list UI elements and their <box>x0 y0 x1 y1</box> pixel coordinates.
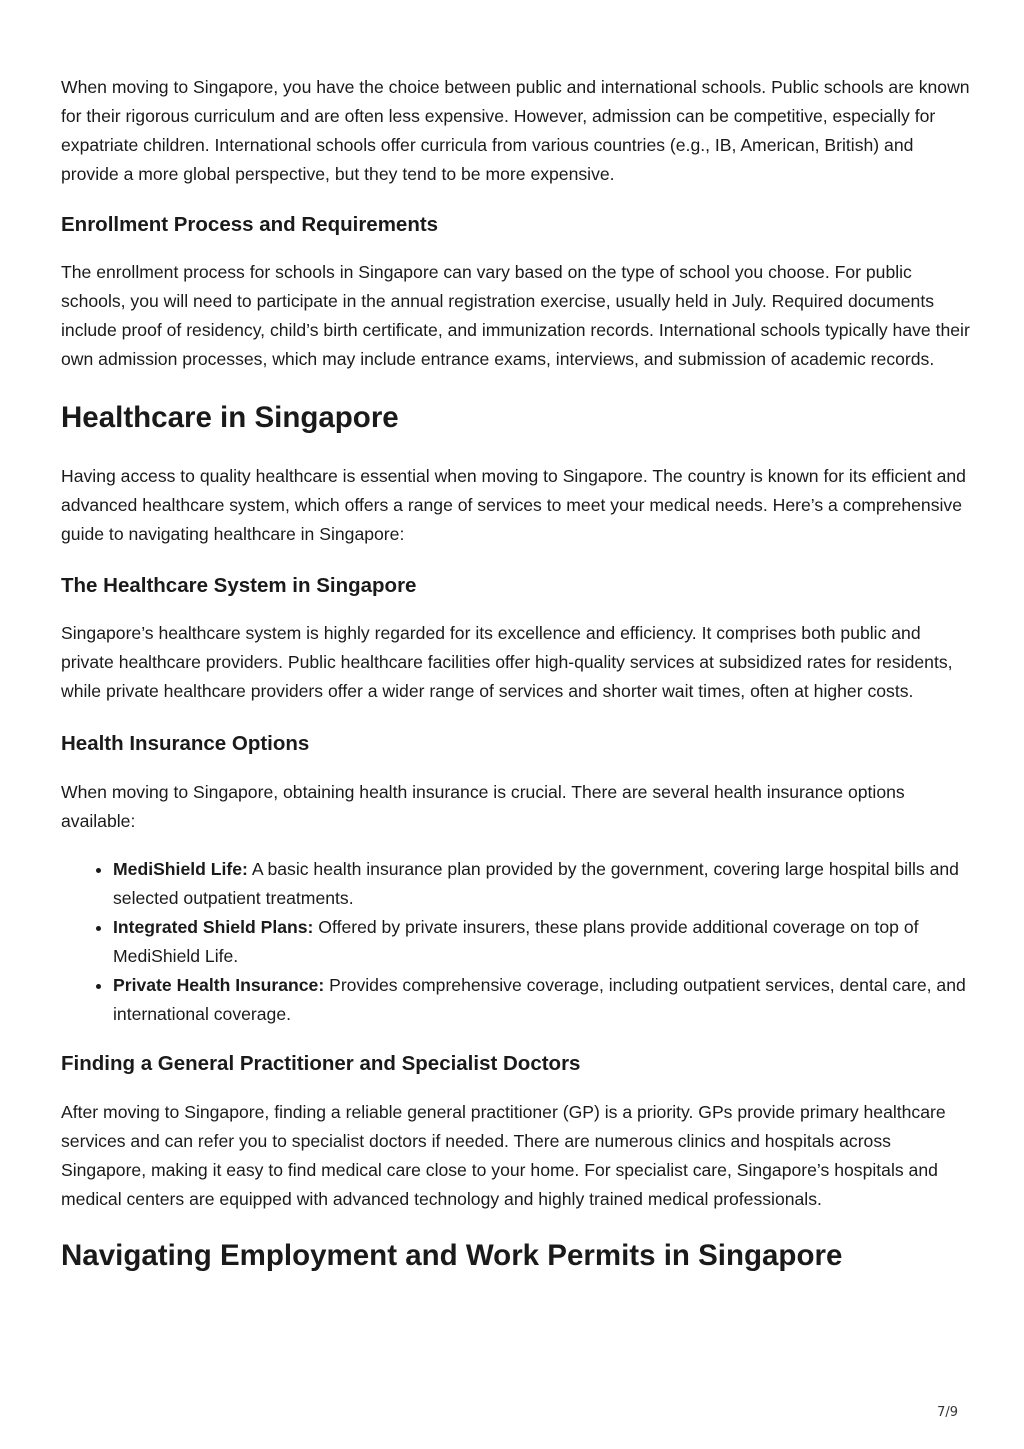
gp-heading: Finding a General Practitioner and Specialist Doctors <box>61 1052 581 1075</box>
list-item <box>113 913 971 971</box>
enrollment-paragraph: The enrollment process for schools in Singapore can vary based on the type of school you choose. For public schools, you will need to participate in the annual registration exercise, usually held in July. Required documents include proof of residency, child’s birth certificate, and immunization records. International schools typically have their own admission processes, which may include entrance exams, interviews, and submission of academic records. <box>61 262 970 369</box>
list-item <box>113 971 971 1029</box>
list-item-term: Integrated Shield Plans: <box>113 917 314 937</box>
employment-heading: Navigating Employment and Work Permits in Singapore <box>61 1239 843 1272</box>
insurance-heading: Health Insurance Options <box>61 732 310 755</box>
page-number: 7/9 <box>937 1405 958 1420</box>
insurance-intro-paragraph: When moving to Singapore, obtaining health insurance is crucial. There are several health insurance options available: <box>61 782 905 831</box>
schools-intro-paragraph: When moving to Singapore, you have the choice between public and international schools. Public schools are known for their rigorous curriculum and are often less expensive. However, admission can be competitive, especially for expatriate children. International schools offer curricula from various countries (e.g., IB, American, British) and provide a more global perspective, but they tend to be more expensive. <box>61 77 970 184</box>
document-page <box>61 73 971 1274</box>
list-item-text: Offered by private insurers, these plans provide additional coverage on top of MediShield Life. <box>113 917 919 966</box>
list-item-text: Provides comprehensive coverage, including outpatient services, dental care, and international coverage. <box>113 975 966 1024</box>
list-item-term: Private Health Insurance: <box>113 975 325 995</box>
enrollment-heading: Enrollment Process and Requirements <box>61 213 439 236</box>
list-item-term: MediShield Life: <box>113 859 248 879</box>
healthcare-intro-paragraph: Having access to quality healthcare is essential when moving to Singapore. The country is known for its efficient and advanced healthcare system, which offers a range of services to meet your medical needs. Here’s a comprehensive guide to navigating healthcare in Singapore: <box>61 466 966 544</box>
list-item-text: A basic health insurance plan provided by the government, covering large hospital bills and selected outpatient treatments. <box>113 859 959 908</box>
healthcare-heading: Healthcare in Singapore <box>61 401 399 434</box>
healthcare-system-paragraph: Singapore’s healthcare system is highly regarded for its excellence and efficiency. It comprises both public and private healthcare providers. Public healthcare facilities offer high-quality services at subsidized rates for residents, while private healthcare providers offer a wider range of services and shorter wait times, often at higher costs. <box>61 623 953 701</box>
insurance-options-list <box>61 855 971 1029</box>
list-item <box>113 855 971 913</box>
gp-paragraph: After moving to Singapore, finding a reliable general practitioner (GP) is a priority. GPs provide primary healthcare services and can refer you to specialist doctors if needed. There are numerous clinics and hospitals across Singapore, making it easy to find medical care close to your home. For specialist care, Singapore’s hospitals and medical centers are equipped with advanced technology and highly trained medical professionals. <box>61 1102 946 1209</box>
healthcare-system-heading: The Healthcare System in Singapore <box>61 574 417 597</box>
